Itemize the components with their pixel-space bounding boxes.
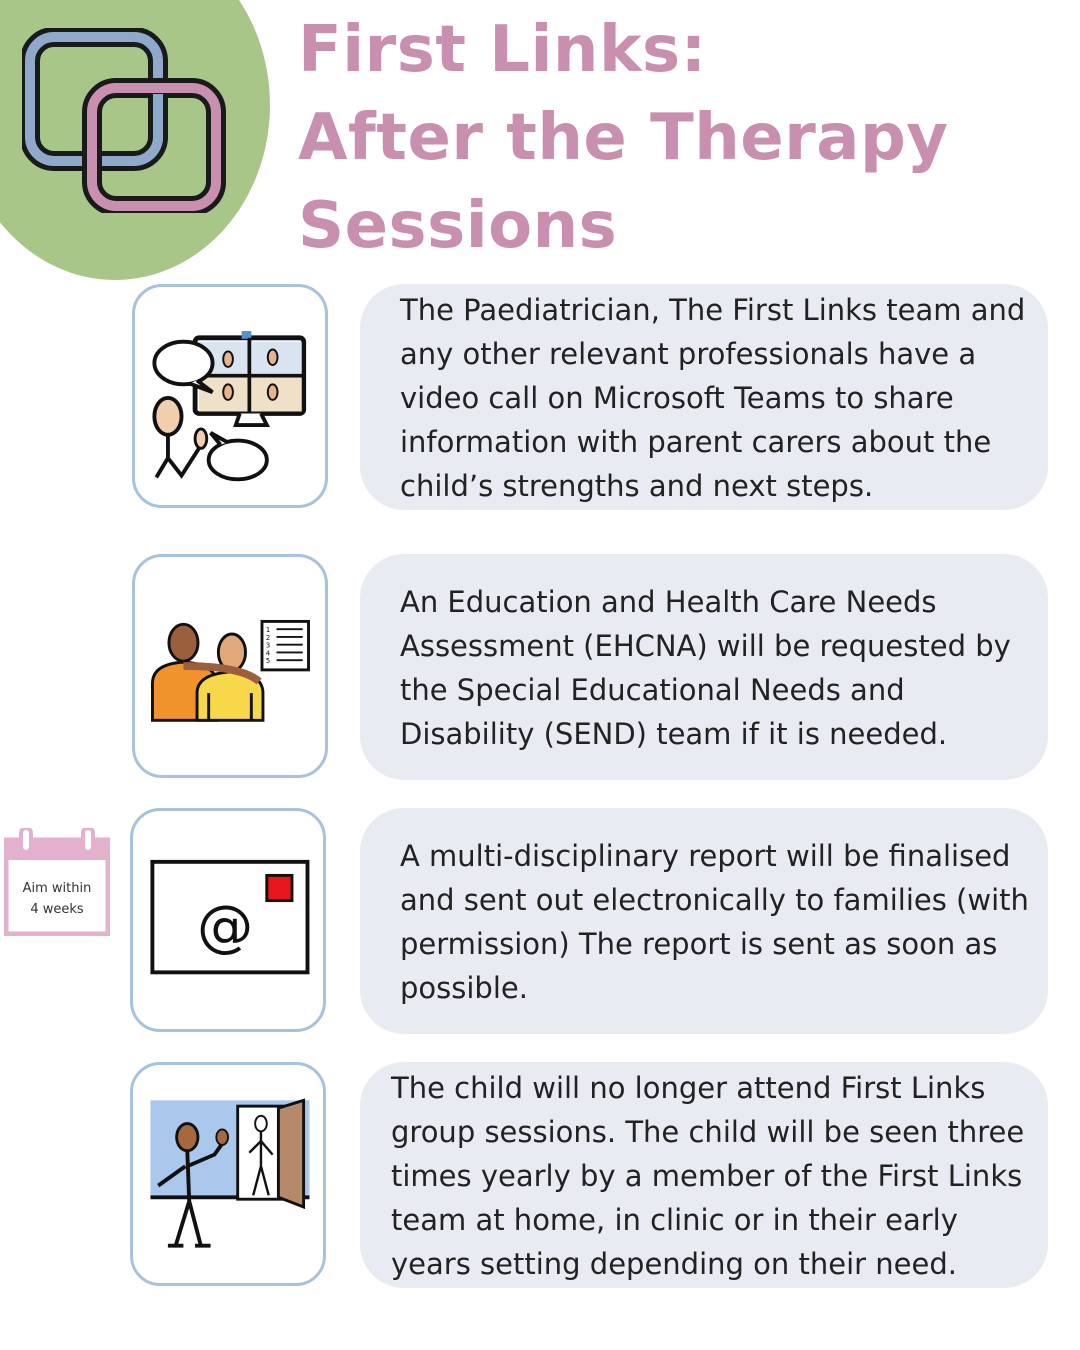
step-2-icon-card (132, 554, 328, 778)
leaving-door-icon (133, 1065, 323, 1283)
svg-text:1: 1 (265, 626, 271, 635)
calendar-line-2: 4 weeks (30, 902, 84, 917)
step-2-text-card (360, 554, 1048, 780)
step-3-text-card (360, 808, 1048, 1034)
calendar-line-1: Aim within (22, 881, 92, 896)
svg-text:@: @ (196, 894, 254, 960)
svg-text:5: 5 (265, 657, 271, 666)
email-icon (133, 811, 323, 1029)
chain-links-icon (22, 28, 227, 213)
svg-text:2: 2 (265, 633, 271, 642)
step-3-text: A multi-disciplinary report will be finalised and sent out electronically to families (with permission) The report is sent as soon as possible. (400, 839, 1029, 1005)
video-call-icon (135, 287, 325, 505)
title-line-1: First Links: (298, 13, 707, 87)
step-4-text-card (360, 1062, 1048, 1288)
step-3-icon-card (130, 808, 326, 1032)
step-1-text: The Paediatrician, The First Links team and any other relevant professionals have a video call on Microsoft Teams to share information with parent carers about the child’s strengths and next steps. (400, 293, 1026, 503)
svg-text:3: 3 (265, 641, 271, 650)
page-title (298, 6, 948, 270)
calendar-text (4, 878, 110, 920)
step-1-icon-card (132, 284, 328, 508)
title-line-2: After the Therapy (298, 101, 949, 175)
assessment-meeting-icon (135, 557, 325, 775)
calendar-badge (4, 828, 110, 936)
step-4-text: The child will no longer attend First Links group sessions. The child will be seen three times yearly by a member of the First Links team at home, in clinic or in their early years setting depending on their need. (391, 1071, 1025, 1281)
step-4-icon-card (130, 1062, 326, 1286)
step-2-text: An Education and Health Care Needs Assessment (EHCNA) will be requested by the Special Educational Needs and Disability (SEND) team if it is needed. (400, 585, 1011, 751)
step-1-text-card (360, 284, 1048, 510)
svg-text:4: 4 (265, 649, 271, 658)
title-line-3: Sessions (298, 189, 618, 263)
